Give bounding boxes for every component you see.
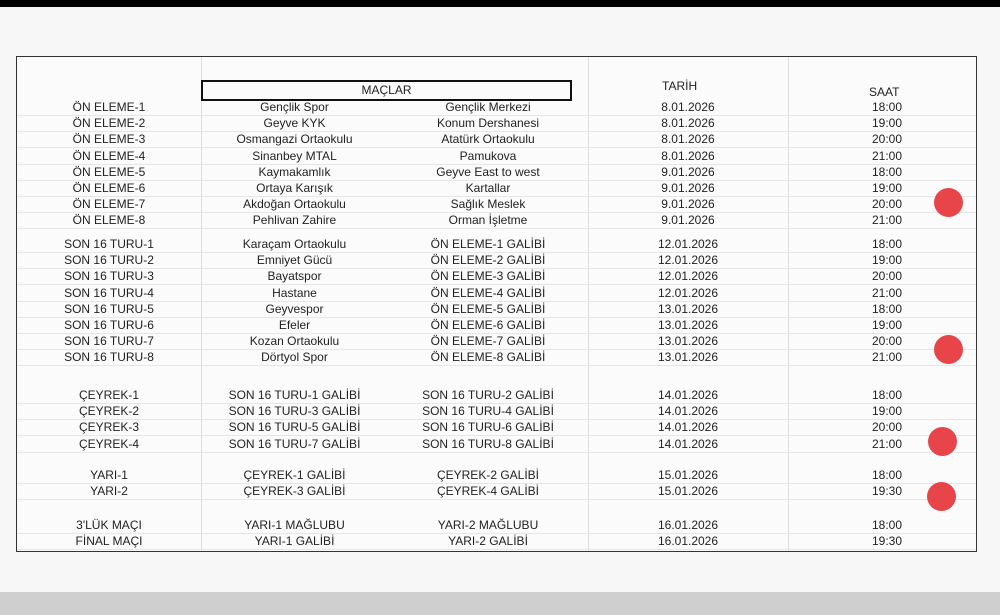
time-cell: 20:00 — [871, 132, 903, 147]
round-cell: ÖN ELEME-2 — [72, 116, 146, 131]
table-row — [17, 148, 976, 165]
round-cell: SON 16 TURU-4 — [64, 285, 154, 300]
table-row — [17, 483, 976, 500]
table-row — [17, 180, 976, 197]
team1-cell: Dörtyol Spor — [261, 350, 328, 365]
team2-cell: ÖN ELEME-2 GALİBİ — [430, 253, 546, 268]
round-cell: SON 16 TURU-7 — [64, 334, 154, 349]
round-cell: SON 16 TURU-8 — [64, 350, 154, 365]
date-cell: 16.01.2026 — [657, 518, 719, 532]
date-cell: 12.01.2026 — [657, 237, 719, 251]
date-cell: 13.01.2026 — [657, 350, 719, 365]
time-cell: 19:30 — [871, 534, 903, 549]
time-cell: 18:00 — [871, 237, 903, 251]
date-cell: 8.01.2026 — [661, 132, 715, 147]
round-cell: SON 16 TURU-3 — [64, 269, 154, 284]
date-cell: 9.01.2026 — [661, 181, 715, 195]
date-header: TARİH — [662, 79, 698, 93]
team2-cell: SON 16 TURU-2 GALİBİ — [422, 388, 554, 402]
table-row — [17, 419, 976, 436]
team1-cell: SON 16 TURU-3 GALİBİ — [228, 404, 361, 419]
team1-cell: Geyvespor — [265, 301, 324, 316]
round-cell: ÖN ELEME-6 — [72, 181, 146, 195]
team2-cell: ÖN ELEME-1 GALİBİ — [430, 237, 546, 251]
date-cell: 8.01.2026 — [661, 100, 715, 114]
date-cell: 15.01.2026 — [657, 468, 719, 482]
team1-cell: Pehlivan Zahire — [252, 213, 337, 228]
team2-cell: Atatürk Ortaokulu — [441, 132, 535, 147]
team1-cell: Efeler — [278, 318, 311, 332]
top-bar — [0, 0, 1000, 7]
table-row — [17, 349, 976, 366]
team1-cell: SON 16 TURU-1 GALİBİ — [228, 388, 361, 402]
table-row — [17, 517, 976, 534]
round-cell: ÇEYREK-4 — [78, 436, 140, 451]
date-cell: 9.01.2026 — [661, 197, 715, 212]
time-cell: 19:00 — [871, 116, 903, 131]
team2-cell: Konum Dershanesi — [436, 116, 540, 131]
date-cell: 14.01.2026 — [657, 420, 719, 435]
team2-cell: ÖN ELEME-3 GALİBİ — [430, 269, 546, 284]
table-row — [17, 301, 976, 318]
table-row — [17, 436, 976, 453]
date-cell: 13.01.2026 — [657, 301, 719, 316]
date-cell: 12.01.2026 — [657, 285, 719, 300]
round-cell: SON 16 TURU-5 — [64, 301, 154, 316]
table-row — [17, 252, 976, 269]
team1-cell: SON 16 TURU-7 GALİBİ — [228, 436, 361, 451]
round-cell: YARI-1 — [90, 468, 128, 482]
team2-cell: ÇEYREK-2 GALİBİ — [436, 468, 540, 482]
time-cell: 19:00 — [871, 181, 903, 195]
table-row — [17, 99, 976, 116]
team1-cell: Hastane — [272, 285, 317, 300]
team2-cell: ÖN ELEME-6 GALİBİ — [430, 318, 546, 332]
team2-cell: ÖN ELEME-5 GALİBİ — [430, 301, 546, 316]
table-row — [17, 317, 976, 334]
table-row — [17, 268, 976, 285]
table-row — [17, 387, 976, 404]
team1-cell: Osmangazi Ortaokulu — [236, 132, 353, 147]
time-cell: 21:00 — [871, 285, 903, 300]
date-cell: 15.01.2026 — [657, 484, 719, 499]
date-cell: 9.01.2026 — [661, 213, 715, 228]
team2-cell: SON 16 TURU-8 GALİBİ — [422, 436, 554, 451]
team1-cell: SON 16 TURU-5 GALİBİ — [228, 420, 361, 435]
time-cell: 18:00 — [871, 388, 903, 402]
date-cell: 16.01.2026 — [657, 534, 719, 549]
time-cell: 19:00 — [871, 253, 903, 268]
time-cell: 21:00 — [871, 436, 903, 451]
team2-cell: ÖN ELEME-8 GALİBİ — [430, 350, 546, 365]
team2-cell: Gençlik Merkezi — [445, 100, 531, 114]
team1-cell: Kozan Ortaokulu — [249, 334, 340, 349]
time-cell: 19:00 — [871, 318, 903, 332]
date-cell: 13.01.2026 — [657, 318, 719, 332]
time-cell: 21:00 — [871, 350, 903, 365]
team1-cell: Geyve KYK — [263, 116, 326, 131]
team1-cell: ÇEYREK-3 GALİBİ — [243, 484, 346, 499]
time-cell: 19:30 — [871, 484, 903, 499]
team1-cell: Emniyet Gücü — [256, 253, 333, 268]
time-header: SAAT — [869, 85, 900, 99]
round-cell: ÇEYREK-1 — [78, 388, 140, 402]
team2-cell: Pamukova — [459, 148, 517, 163]
red-marker-dot — [927, 482, 956, 511]
team2-cell: SON 16 TURU-6 GALİBİ — [422, 420, 554, 435]
round-cell: FİNAL MAÇI — [75, 534, 143, 549]
table-row — [17, 236, 976, 253]
team2-cell: ÖN ELEME-4 GALİBİ — [430, 285, 546, 300]
round-cell: SON 16 TURU-2 — [64, 253, 154, 268]
date-cell: 13.01.2026 — [657, 334, 719, 349]
matches-header: MAÇLAR — [201, 80, 572, 101]
team1-cell: Sinanbey MTAL — [252, 148, 337, 163]
team1-cell: Kaymakamlık — [258, 164, 331, 179]
time-cell: 20:00 — [871, 420, 903, 435]
team2-cell: YARI-2 MAĞLUBU — [437, 518, 539, 532]
table-row — [17, 164, 976, 181]
red-marker-dot — [934, 335, 963, 364]
team2-cell: SON 16 TURU-4 GALİBİ — [422, 404, 554, 419]
team2-cell: ÖN ELEME-7 GALİBİ — [430, 334, 546, 349]
table-row — [17, 403, 976, 420]
team1-cell: Ortaya Karışık — [256, 181, 333, 195]
round-cell: ÖN ELEME-8 — [72, 213, 146, 228]
time-cell: 18:00 — [871, 518, 903, 532]
round-cell: ÖN ELEME-5 — [72, 164, 146, 179]
time-cell: 18:00 — [871, 301, 903, 316]
round-cell: YARI-2 — [90, 484, 128, 499]
time-cell: 19:00 — [871, 404, 903, 419]
date-cell: 14.01.2026 — [657, 404, 719, 419]
date-cell: 12.01.2026 — [657, 269, 719, 284]
fixture-table — [16, 56, 977, 552]
bottom-strip — [0, 592, 1000, 615]
table-row — [17, 115, 976, 132]
team1-cell: ÇEYREK-1 GALİBİ — [243, 468, 346, 482]
date-cell: 12.01.2026 — [657, 253, 719, 268]
team2-cell: YARI-2 GALİBİ — [448, 534, 528, 549]
team2-cell: Orman İşletme — [448, 213, 528, 228]
team1-cell: Akdoğan Ortaokulu — [243, 197, 346, 212]
table-row — [17, 131, 976, 148]
round-cell: ÇEYREK-3 — [78, 420, 140, 435]
table-row — [17, 196, 976, 213]
team1-cell: Karaçam Ortaokulu — [242, 237, 347, 251]
round-cell: ÖN ELEME-1 — [72, 100, 146, 114]
team2-cell: Geyve East to west — [436, 164, 540, 179]
header-row — [17, 77, 976, 99]
round-cell: SON 16 TURU-6 — [64, 318, 154, 332]
date-cell: 8.01.2026 — [661, 148, 715, 163]
round-cell: ÖN ELEME-4 — [72, 148, 146, 163]
date-cell: 14.01.2026 — [657, 388, 719, 402]
red-marker-dot — [928, 427, 957, 456]
table-row — [17, 467, 976, 484]
table-row — [17, 333, 976, 350]
time-cell: 18:00 — [871, 164, 903, 179]
round-cell: ÇEYREK-2 — [78, 404, 140, 419]
team1-cell: Gençlik Spor — [260, 100, 329, 114]
round-cell: 3'LÜK MAÇI — [76, 518, 142, 532]
date-cell: 8.01.2026 — [661, 116, 715, 131]
team2-cell: ÇEYREK-4 GALİBİ — [436, 484, 540, 499]
red-marker-dot — [934, 188, 963, 217]
date-cell: 9.01.2026 — [661, 164, 715, 179]
team1-cell: YARI-1 GALİBİ — [254, 534, 335, 549]
team1-cell: YARI-1 MAĞLUBU — [244, 518, 345, 532]
round-cell: ÖN ELEME-3 — [72, 132, 146, 147]
time-cell: 20:00 — [871, 269, 903, 284]
team2-cell: Kartallar — [465, 181, 511, 195]
team1-cell: Bayatspor — [267, 269, 322, 284]
time-cell: 20:00 — [871, 197, 903, 212]
time-cell: 20:00 — [871, 334, 903, 349]
round-cell: SON 16 TURU-1 — [64, 237, 154, 251]
table-row — [17, 533, 976, 550]
team2-cell: Sağlık Meslek — [450, 197, 526, 212]
time-cell: 18:00 — [871, 468, 903, 482]
table-row — [17, 285, 976, 302]
table-row — [17, 212, 976, 229]
round-cell: ÖN ELEME-7 — [72, 197, 146, 212]
time-cell: 21:00 — [871, 148, 903, 163]
date-cell: 14.01.2026 — [657, 436, 719, 451]
time-cell: 18:00 — [871, 100, 903, 114]
time-cell: 21:00 — [871, 213, 903, 228]
